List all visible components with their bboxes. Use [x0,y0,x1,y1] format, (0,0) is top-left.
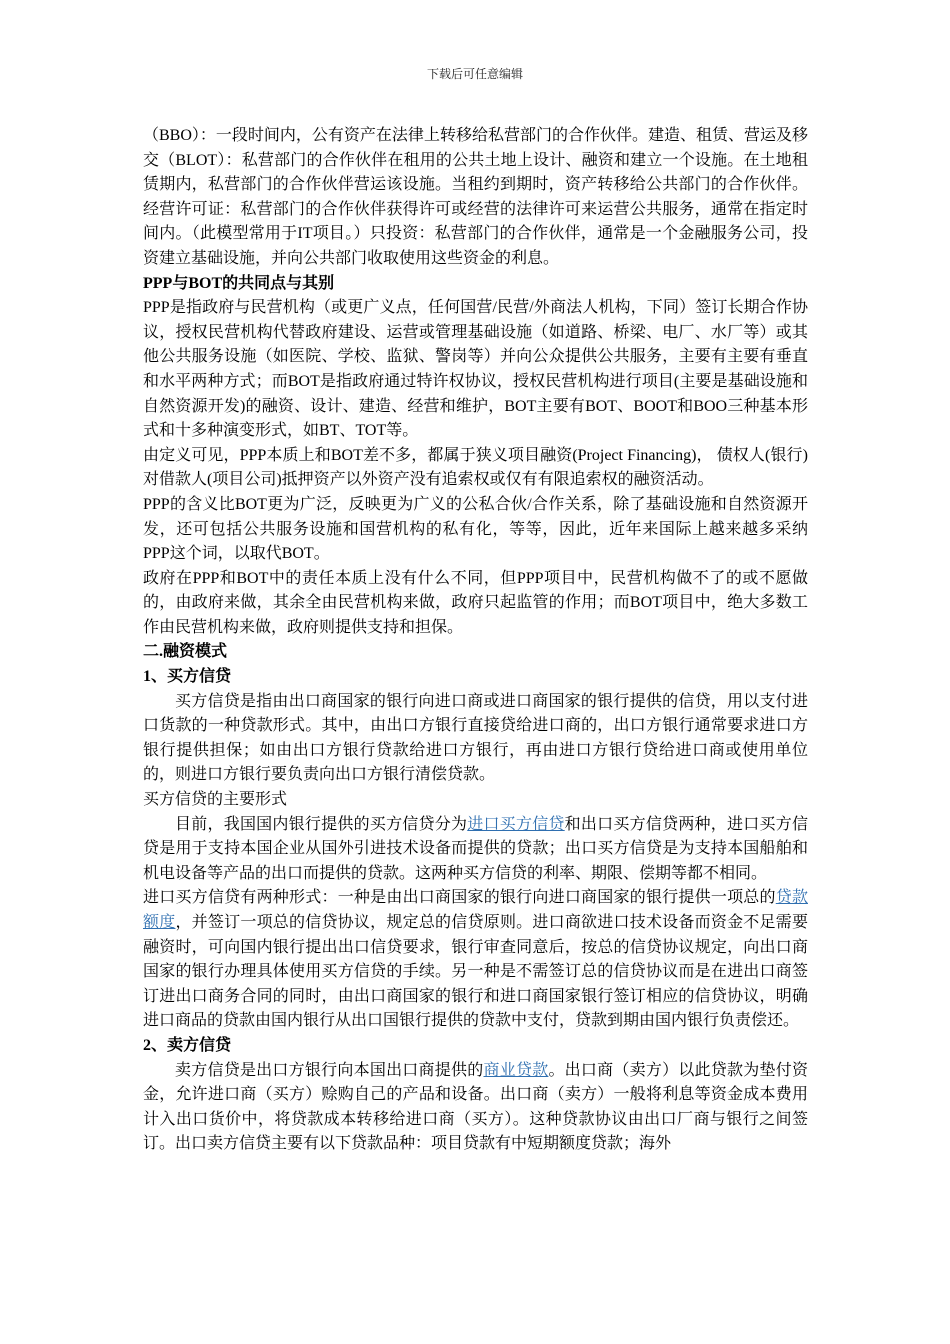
paragraph-definition-comparison: 由定义可见，PPP本质上和BOT差不多，都属于狭义项目融资(Project Financing)， 债权人(银行)对借款人(项目公司)抵押资产以外资产没有追索权或仅有有限追索权的融资活动。 [143,446,808,489]
text-span: 。出口商（卖方）以此贷款为垫付资金，允许进口商（买方）赊购自己的产品和设备。出口商（卖方）一般将利息等资金成本费用计入出口货价中，将贷款成本转移给进口商（买方）。这种贷款协议由出口厂商与银行之间签订。出口卖方信贷主要有以下贷款品种：项目贷款有中短期额度贷款；海外 [143,1061,808,1153]
section-heading-financing-modes: 二.融资模式 [143,643,228,661]
paragraph-ppp-broader: PPP的含义比BOT更为广泛，反映更为广义的公私合伙/合作关系，除了基础设施和自然资源开发，还可包括公共服务设施和国营机构的私有化，等等，因此，近年来国际上越来越多采纳PPP这个词，以取代BOT。 [143,495,808,563]
paragraph-buyer-credit-definition: 买方信贷是指由出口商国家的银行向进口商或进口商国家的银行提供的信贷，用以支付进口货款的一种贷款形式。其中，由出口方银行直接贷给进口商的，出口方银行通常要求进口方银行提供担保；如由出口方银行贷款给进口方银行，再由进口方银行贷给进口商或使用单位的，则进口方银行要负责向出口方银行清偿贷款。 [143,692,808,784]
paragraph-government-role: 政府在PPP和BOT中的责任本质上没有什么不同，但PPP项目中，民营机构做不了的或不愿做的，由政府来做，其余全由民营机构来做，政府只起监管的作用；而BOT项目中，绝大多数工作由民营机构来做，政府则提供支持和担保。 [143,569,808,636]
page-header: 下载后可任意编辑 [426,67,523,81]
text-span: 和出口买方信贷两种，进口买方信贷是用于支持本国企业从国外引进技术设备而提供的贷款；出口买方信贷是为支持本国船舶和机电设备等产品的出口而提供的贷款。这两种买方信贷的利率、期限、偿期等都不相同。 [143,815,808,882]
paragraph-buyer-credit-forms-title: 买方信贷的主要形式 [143,791,288,809]
subheading-buyer-credit: 1、买方信贷 [143,668,232,686]
text-span: 进口买方信贷有两种形式：一种是由出口商国家的银行向进口商国家的银行提供一项总的 [143,889,776,907]
paragraph-import-buyer-credit-forms [143,886,808,1034]
text-span: 目前，我国国内银行提供的买方信贷分为 [175,815,468,833]
section-heading-ppp-bot: PPP与BOT的共同点与其别 [143,274,335,292]
link-loan-quota[interactable]: 贷款额度 [143,889,808,931]
text-span: 卖方信贷是出口方银行向本国出口商提供的 [175,1061,484,1079]
link-commercial-loan[interactable]: 商业贷款 [483,1061,549,1079]
paragraph-bbo-blot: （BBO）：一段时间内，公有资产在法律上转移给私营部门的合作伙伴。建造、租赁、营运及移交（BLOT）：私营部门的合作伙伴在租用的公共土地上设计、融资和建立一个设施。在土地租赁期内，私营部门的合作伙伴营运该设施。当租约到期时，资产转移给公共部门的合作伙伴。经营许可证：私营部门的合作伙伴获得许可或经营的法律许可来运营公共服务，通常在指定时间内。（此模型常用于IT项目。）只投资：私营部门的合作伙伴，通常是一个金融服务公司，投资建立基础设施，并向公共部门收取使用这些资金的利息。 [143,127,808,267]
subheading-seller-credit: 2、卖方信贷 [143,1036,232,1054]
paragraph-ppp-definition: PPP是指政府与民营机构（或更广义点，任何国营/民营/外商法人机构，下同）签订长期合作协议，授权民营机构代替政府建设、运营或管理基础设施（如道路、桥梁、电厂、水厂等）或其他公共服务设施（如医院、学校、监狱、警岗等）并向公众提供公共服务，主要有主要有垂直和水平两种方式；而BOT是指政府通过特许权协议，授权民营机构进行项目(主要是基础设施和自然资源开发)的融资、设计、建造、经营和维护，BOT主要有BOT、BOOT和BOO三种基本形式和十多种演变形式，如BT、TOT等。 [143,299,808,440]
document-body [143,124,808,1157]
paragraph-buyer-credit-types [143,813,808,887]
paragraph-seller-credit-definition [143,1059,808,1157]
link-import-buyer-credit[interactable]: 进口买方信贷 [467,815,565,833]
text-span: ，并签订一项总的信贷协议，规定总的信贷原则。进口商欲进口技术设备而资金不足需要融资时，可向国内银行提出出口信贷要求，银行审查同意后，按总的信贷协议规定，向出口商国家的银行办理具体使用买方信贷的手续。另一种是不需签订总的信贷协议而是在进出口商签订进出口商务合同的同时，由出口商国家的银行和进口商国家银行签订相应的信贷协议，明确进口商品的贷款由国内银行从出口国银行提供的贷款中支付，贷款到期由国内银行负责偿还。 [143,914,808,1030]
